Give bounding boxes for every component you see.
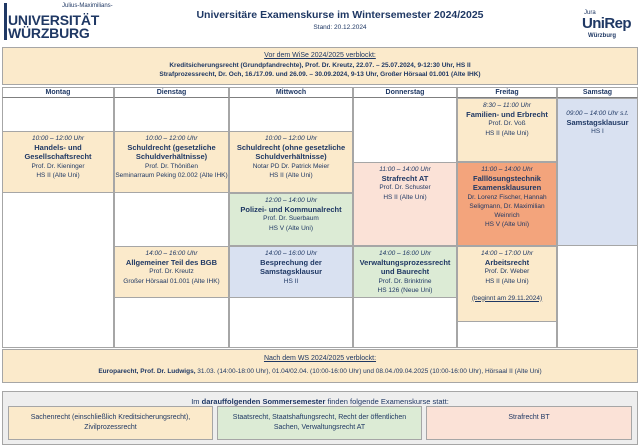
- day-header-donnerstag: Donnerstag: [353, 87, 457, 98]
- course-lecturer: Prof. Dr. Schuster: [379, 184, 431, 192]
- logo-jura: Jura: [584, 10, 596, 16]
- course-time: 09:00 – 14:00 Uhr s.t.: [566, 110, 629, 117]
- course-room: Seminarraum Peking 02.002 (Alte IHK): [115, 171, 228, 179]
- day-header-montag: Montag: [2, 87, 114, 98]
- course-time: 10:00 – 12:00 Uhr: [31, 135, 85, 142]
- course-room: HS II (Alte Uni): [36, 171, 80, 179]
- course-lecturer: Notar PD Dr. Patrick Meier: [252, 162, 330, 170]
- course-time: 12:00 – 14:00 Uhr: [264, 197, 318, 204]
- course-lecturer: Prof. Dr. Kieninger: [31, 162, 85, 170]
- course-lecturer: Prof. Dr. Weber: [484, 268, 530, 276]
- course-time: 11:00 – 14:00 Uhr: [379, 166, 431, 173]
- logo-city: Würzburg: [588, 33, 616, 39]
- logo-line2: WÜRZBURG: [8, 25, 90, 41]
- day-header-samstag: Samstag: [557, 87, 638, 98]
- day-header-dienstag: Dienstag: [114, 87, 229, 98]
- course-besprechung: [229, 246, 353, 298]
- course-time: 14:00 – 16:00 Uhr: [145, 250, 198, 257]
- stand-date: Stand: 20.12.2024: [313, 24, 367, 31]
- course-schuldrecht-ohne: [229, 131, 353, 193]
- unirep-logo: [580, 10, 638, 46]
- course-title: Besprechung der Samstagsklausur: [259, 258, 323, 277]
- course-room: HS V (Alte Uni): [268, 224, 314, 232]
- course-time: 10:00 – 12:00 Uhr: [145, 135, 198, 142]
- course-lecturer: Dr. Lorenz Fischer, Hannah Seligmann, Dr. Maximilian Weinrich: [467, 193, 547, 220]
- summer-heading-bold: darauffolgenden Sommersemester: [201, 397, 326, 406]
- course-strafrecht-at: [353, 162, 457, 246]
- course-title: Schuldrecht (gesetzliche Schuldverhältnisse): [127, 143, 216, 162]
- day-header-freitag: Freitag: [457, 87, 557, 98]
- course-room: Großer Hörsaal 01.001 (Alte IHK): [123, 277, 220, 285]
- course-title: Polizei- und Kommunalrecht: [240, 205, 342, 215]
- summer-heading-post: finden folgende Examenskurse statt:: [325, 397, 449, 406]
- summer-course-strafrecht-bt: Strafrecht BT: [426, 406, 632, 440]
- course-title: Arbeitsrecht: [484, 258, 530, 268]
- course-lecturer: Prof. Dr. Voß: [488, 120, 526, 128]
- course-lecturer: Prof. Dr. Suerbaum: [263, 215, 319, 223]
- course-room: HS II (Alte Uni): [269, 171, 313, 179]
- summer-heading-pre: Im: [191, 397, 202, 406]
- course-room: HS I: [591, 128, 604, 136]
- moved-after-heading: Nach dem WS 2024/2025 verblockt:: [263, 355, 377, 362]
- logo-unirep: UniRep: [582, 15, 631, 32]
- course-title: Strafrecht AT: [381, 174, 429, 184]
- course-lecturer: Prof. Dr. Thönißen: [145, 162, 198, 170]
- logo-pre-text: Julius-Maximilians-: [62, 3, 113, 9]
- course-room: HS II (Alte Uni): [485, 277, 529, 285]
- course-title: Falllösungstechnik Examensklausuren: [472, 174, 542, 193]
- course-time: 10:00 – 12:00 Uhr: [264, 135, 318, 142]
- course-time: 14:00 – 16:00 Uhr: [264, 250, 318, 257]
- course-allgemeiner-teil: [114, 246, 229, 298]
- course-falllosungstechnik: [457, 162, 557, 246]
- course-title: Verwaltungsprozessrecht und Baurecht: [359, 258, 451, 277]
- moved-after-line1: [3, 367, 637, 376]
- course-schuldrecht-gesetzlich: [114, 131, 229, 193]
- course-title: Samstagsklausur: [566, 118, 629, 128]
- course-arbeitsrecht: [457, 246, 557, 322]
- summer-course-staatsrecht: Staatsrecht, Staatshaftungsrecht, Recht der öffentlichen Sachen, Verwaltungsrecht AT: [217, 406, 422, 440]
- logo-line1: UNIVERSITÄT: [8, 12, 100, 28]
- course-handelsrecht: [2, 131, 114, 193]
- summer-course-sachenrecht: Sachenrecht (einschließlich Kreditsicherungsrecht), Zivilprozessrecht: [8, 406, 213, 440]
- moved-after-box: [2, 349, 638, 383]
- course-polizeirecht: [229, 193, 353, 246]
- course-title: Allgemeiner Teil des BGB: [125, 258, 218, 268]
- course-time: 8:30 – 11:00 Uhr: [483, 102, 531, 109]
- day-header-mittwoch: Mittwoch: [229, 87, 353, 98]
- course-room: HS II (Alte Uni): [485, 129, 529, 137]
- logo-bar: [4, 3, 7, 40]
- course-room: HS V (Alte Uni): [484, 221, 530, 229]
- moved-before-line1: Kreditsicherungsrecht (Grundpfandrechte), Prof. Dr. Kreutz, 22.07. – 25.07.2024, 9-12:30 Uhr, HS II: [169, 61, 471, 69]
- course-room: HS 126 (Neue Uni): [377, 286, 433, 294]
- moved-after-rest: 31.03. (14:00-18:00 Uhr), 01.04/02.04. (10:00-16:00 Uhr) und 08.04./09.04.2025 (10:00-16:00 Uhr), Hörsaal II (Alte Uni): [195, 367, 542, 375]
- page-title: Universitäre Examenskurse im Wintersemester 2024/2025: [196, 9, 484, 21]
- course-time: 14:00 – 16:00 Uhr: [378, 250, 432, 257]
- course-time: 11:00 – 14:00 Uhr: [481, 166, 533, 173]
- course-samstagsklausur: [557, 98, 638, 246]
- course-lecturer: Prof. Dr. Brinktrine: [378, 277, 432, 285]
- course-title: Handels- und Gesellschaftsrecht: [24, 143, 92, 162]
- course-lecturer: Prof. Dr. Kreutz: [149, 268, 194, 276]
- course-room: HS II: [283, 277, 299, 285]
- course-title: Familien- und Erbrecht: [466, 110, 548, 120]
- course-room: HS II (Alte Uni): [383, 193, 427, 201]
- course-familienrecht: [457, 98, 557, 162]
- course-note: (beginnt am 29.11.2024): [471, 294, 543, 302]
- moved-before-line2: Strafprozessrecht, Dr. Och, 16./17.09. und 26.09. – 30.09.2024, 9-13 Uhr, Großer Hörsaal 01.001 (Alte IHK): [159, 70, 481, 78]
- moved-before-box: [2, 47, 638, 85]
- university-logo: [4, 3, 120, 41]
- course-verwaltungsprozessrecht: [353, 246, 457, 298]
- moved-after-bold: Europarecht, Prof. Dr. Ludwigs,: [98, 367, 196, 375]
- course-time: 14:00 – 17:00 Uhr: [480, 250, 534, 257]
- course-title: Schuldrecht (ohne gesetzliche Schuldverhältnisse): [236, 143, 346, 162]
- moved-before-heading: Vor dem WiSe 2024/2025 verblockt:: [264, 52, 376, 59]
